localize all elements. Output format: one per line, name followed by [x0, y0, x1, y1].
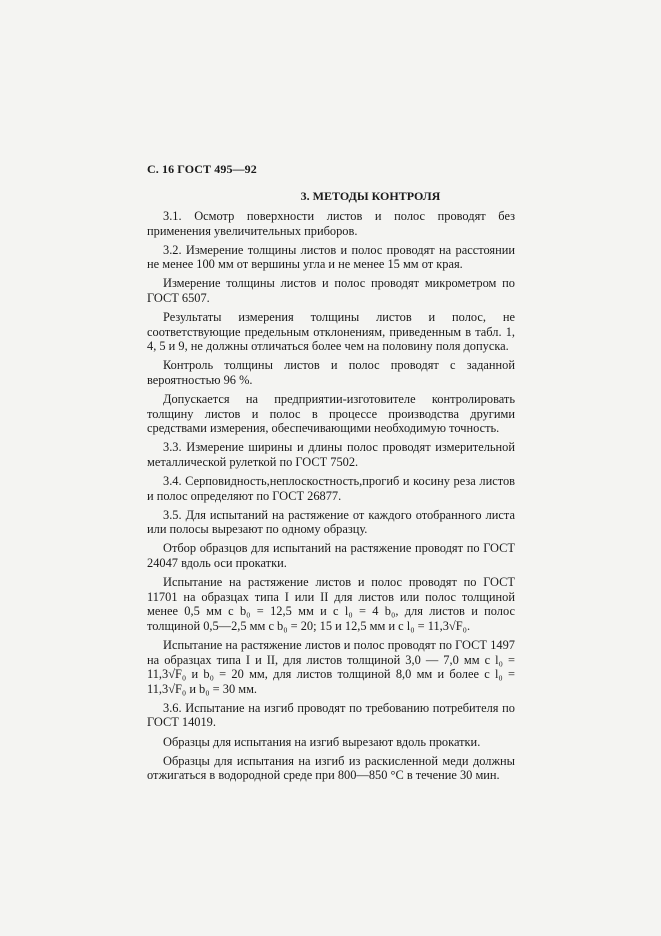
paragraph-thickness-control: Контроль толщины листов и полос проводят с заданной вероятностью 96 %.: [147, 358, 515, 387]
page-header: С. 16 ГОСТ 495—92: [147, 162, 257, 176]
paragraph-3-1: 3.1. Осмотр поверхности листов и полос проводят без применения увеличительных приборов.: [147, 209, 515, 238]
paragraph-tensile-1497: Испытание на растяжение листов и полос проводят по ГОСТ 1497 на образцах типа I и II, для листов толщиной 3,0 — 7,0 мм с l₀ = 11,3√F₀ и b₀ = 20 мм, для листов толщиной 8,0 мм и более с l₀ = 11,3√F₀ и b₀ = 30 мм.: [147, 637, 515, 696]
paragraph-3-4: 3.4. Серповидность,неплоскостность,прогиб и косину реза листов и полос определяют по ГОСТ 26877.: [147, 474, 515, 503]
paragraph-tensile-11701: Испытание на растяжение листов и полос проводят по ГОСТ 11701 на образцах типа I или II для листов или полос толщиной менее 0,5 мм с b₀ = 12,5 мм и с l₀ = 4 b₀, для листов и полос толщиной 0,5—2,5 мм с b₀ = 20; 15 и 12,5 мм и с l₀ = 11,3√F₀.: [147, 575, 515, 633]
paragraph-manufacturer-control: Допускается на предприятии-изготовителе контролировать толщину листов и полос в процессе производства другими средствами измерения, обеспечивающими необходимую точность.: [147, 392, 515, 436]
paragraph-bend-annealing: Образцы для испытания на изгиб из раскисленной меди должны отжигаться в водородной среде при 800—850 °С в течение 30 мин.: [147, 753, 515, 783]
paragraph-sampling: Отбор образцов для испытаний на растяжение проводят по ГОСТ 24047 вдоль оси прокатки.: [147, 541, 515, 570]
document-body: [147, 209, 515, 787]
paragraph-thickness-results: Результаты измерения толщины листов и полос, не соответствующие предельным отклонениям, приведенным в табл. 1, 4, 5 и 9, не должны отличаться более чем на половину поля допуска.: [147, 310, 515, 354]
paragraph-3-6: 3.6. Испытание на изгиб проводят по требованию потребителя по ГОСТ 14019.: [147, 700, 515, 730]
paragraph-3-5: 3.5. Для испытаний на растяжение от каждого отобранного листа или полосы вырезают по одному образцу.: [147, 507, 515, 537]
paragraph-3-3: 3.3. Измерение ширины и длины полос проводят измерительной металлической рулеткой по ГОСТ 7502.: [147, 440, 515, 469]
paragraph-bend-samples: Образцы для испытания на изгиб вырезают вдоль прокатки.: [163, 734, 481, 749]
paragraph-3-2: 3.2. Измерение толщины листов и полос проводят на расстоянии не менее 100 мм от вершины угла и не менее 15 мм от края.: [147, 242, 515, 272]
section-title: 3. МЕТОДЫ КОНТРОЛЯ: [300, 189, 441, 203]
paragraph-thickness-micrometer: Измерение толщины листов и полос проводят микрометром по ГОСТ 6507.: [147, 276, 515, 305]
